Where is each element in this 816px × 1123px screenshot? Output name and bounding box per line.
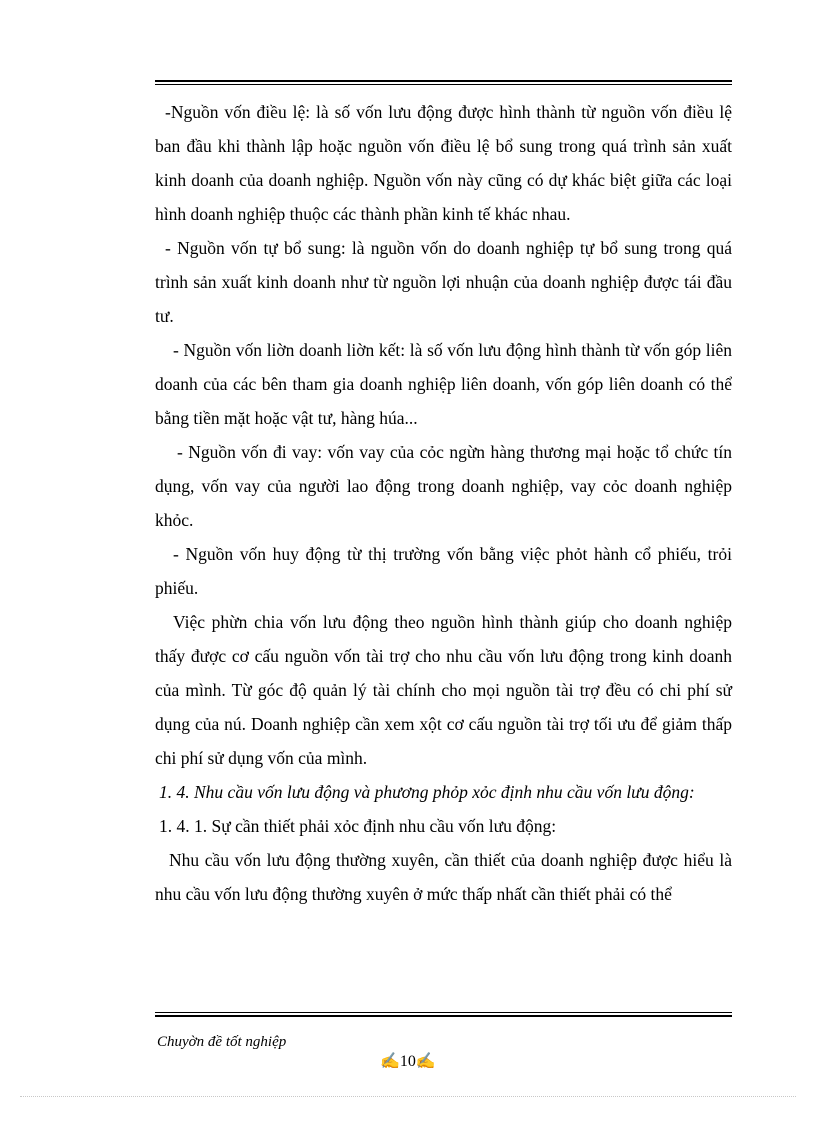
section-heading-1-4-1: 1. 4. 1. Sự cần thiết phải xỏc định nhu cầu vốn lưu động: (159, 816, 557, 836)
footer-doc-title: Chuyờn đề tốt nghiệp (157, 1034, 287, 1050)
paragraph-von-tu-bo-sung: - Nguồn vốn tự bổ sung: là nguồn vốn do doanh nghiệp tự bổ sung trong quá trình sản xuất kinh doanh như từ nguồn lợi nhuận của doanh nghiệp được tái đầu tư. (155, 238, 732, 326)
page-edge-divider (20, 1096, 796, 1097)
paragraph-von-lien-doanh: - Nguồn vốn liờn doanh liờn kết: là số vốn lưu động hình thành từ vốn góp liên doanh của các bên tham gia doanh nghiệp liên doanh, vốn góp liên doanh có thể bằng tiền mặt hoặc vật tư, hàng húa... (155, 340, 732, 428)
footer-rule (155, 1012, 732, 1017)
page-number: ✍10✍ (380, 1053, 436, 1070)
header-rule (155, 80, 732, 85)
paragraph-von-huy-dong: - Nguồn vốn huy động từ thị trường vốn bằng việc phỏt hành cổ phiếu, trỏi phiếu. (155, 544, 732, 598)
paragraph-nhu-cau-von: Nhu cầu vốn lưu động thường xuyên, cần thiết của doanh nghiệp được hiểu là nhu cầu vốn lưu động thường xuyên ở mức thấp nhất cần thiết phải có thể (155, 850, 732, 904)
paragraph-von-di-vay: - Nguồn vốn đi vay: vốn vay của cỏc ngừn hàng thương mại hoặc tổ chức tín dụng, vốn vay của người lao động trong doanh nghiệp, vay cỏc doanh nghiệp khỏc. (155, 442, 732, 530)
section-heading-1-4: 1. 4. Nhu cầu vốn lưu động và phương phỏp xỏc định nhu cầu vốn lưu động: (159, 782, 695, 802)
paragraph-phan-chia-von: Việc phừn chia vốn lưu động theo nguồn hình thành giúp cho doanh nghiệp thấy được cơ cấu nguồn vốn tài trợ cho nhu cầu vốn lưu động trong kinh doanh của mình. Từ góc độ quản lý tài chính cho mọi nguồn tài trợ đều có chi phí sử dụng của nú. Doanh nghiệp cần xem xột cơ cấu nguồn tài trợ tối ưu để giảm thấp chi phí sử dụng vốn của mình. (155, 612, 732, 768)
paragraph-von-dieu-le: -Nguồn vốn điều lệ: là số vốn lưu động được hình thành từ nguồn vốn điều lệ ban đầu khi thành lập hoặc nguồn vốn điều lệ bổ sung trong quá trình sản xuất kinh doanh của doanh nghiệp. Nguồn vốn này cũng có dự khác biệt giữa các loại hình doanh nghiệp thuộc các thành phần kinh tế khác nhau. (155, 102, 732, 224)
document-body (155, 95, 732, 911)
